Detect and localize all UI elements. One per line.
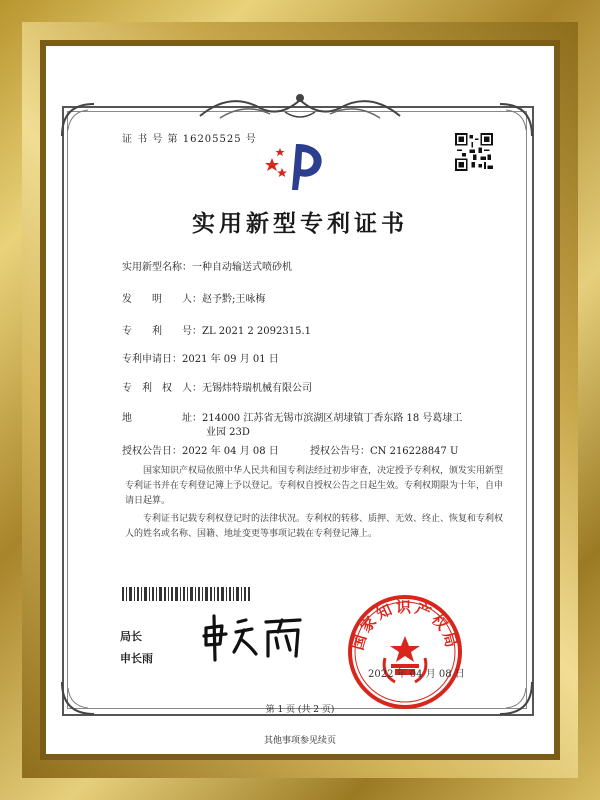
- page-info: 第 1 页 (共 2 页): [265, 705, 335, 715]
- filing-date-value: 2021 年 09 月 01 日: [182, 354, 279, 365]
- top-ornament-icon: [190, 86, 410, 126]
- inventor-label: 发 明 人：: [122, 294, 202, 305]
- name-value: 一种自动输送式喷砂机: [192, 262, 292, 273]
- filing-date-label: 专利申请日：: [122, 354, 182, 365]
- certificate-title: 实用新型专利证书: [192, 210, 408, 237]
- seal-text: 国家知识产权局: [348, 598, 462, 653]
- inventor-row: [122, 290, 265, 305]
- official-seal-icon: [345, 592, 465, 712]
- corner-ornament-tr-icon: [496, 100, 536, 140]
- address-line1: 214000 江苏省无锡市滨湖区胡埭镇丁香东路 18 号葛埭工: [202, 413, 463, 424]
- director-title: 局长: [120, 630, 142, 643]
- handwritten-signature-icon: [200, 612, 310, 662]
- address-line2: 业园 23D: [206, 427, 250, 438]
- address-row: [122, 409, 462, 424]
- inventor-value: 赵予黔;王咏梅: [202, 294, 266, 305]
- patentee-label: 专 利 权 人：: [122, 383, 202, 394]
- barcode-icon: [122, 587, 250, 601]
- utility-model-name-row: [122, 258, 292, 273]
- patent-number-value: ZL 2021 2 2092315.1: [202, 326, 312, 337]
- grant-number-label: 授权公告号：: [310, 446, 370, 457]
- patent-office-logo-icon: [258, 140, 338, 192]
- address-label: 地 址：: [122, 413, 202, 424]
- grant-date-row: [122, 442, 279, 457]
- patent-number-row: [122, 322, 311, 337]
- continuation-note: 其他事项参见续页: [263, 736, 336, 746]
- grant-number-row: [310, 442, 458, 457]
- grant-paragraph: 国家知识产权局依照中华人民共和国专利法经过初步审查，决定授予专利权，颁发实用新型专利证书并在专利登记簿上予以登记。专利权自授权公告之日起生效。专利权期限为十年，自申请日起算。: [125, 466, 504, 506]
- patentee-row: [122, 379, 312, 394]
- legal-status-paragraph: 专利证书记载专利权登记时的法律状况。专利权的转移、质押、无效、终止、恢复和专利权人的姓名或名称、国籍、地址变更等事项记载在专利登记簿上。: [125, 514, 504, 539]
- certificate-number: 证 书 号 第 16205525 号: [122, 134, 257, 145]
- name-label: 实用新型名称：: [122, 262, 192, 273]
- grant-date-label: 授权公告日：: [122, 446, 182, 457]
- qr-code-icon: [455, 133, 493, 171]
- patent-number-label: 专 利 号：: [122, 326, 202, 337]
- grant-number-value: CN 216228847 U: [370, 446, 459, 457]
- director-name: 申长雨: [120, 652, 153, 665]
- corner-ornament-tl-icon: [58, 100, 98, 140]
- patentee-value: 无锡炜特瑞机械有限公司: [202, 383, 312, 394]
- filing-date-row: [122, 350, 279, 365]
- seal-date: 2022 年 04 月 08 日: [368, 669, 465, 680]
- grant-date-value: 2022 年 04 月 08 日: [182, 446, 279, 457]
